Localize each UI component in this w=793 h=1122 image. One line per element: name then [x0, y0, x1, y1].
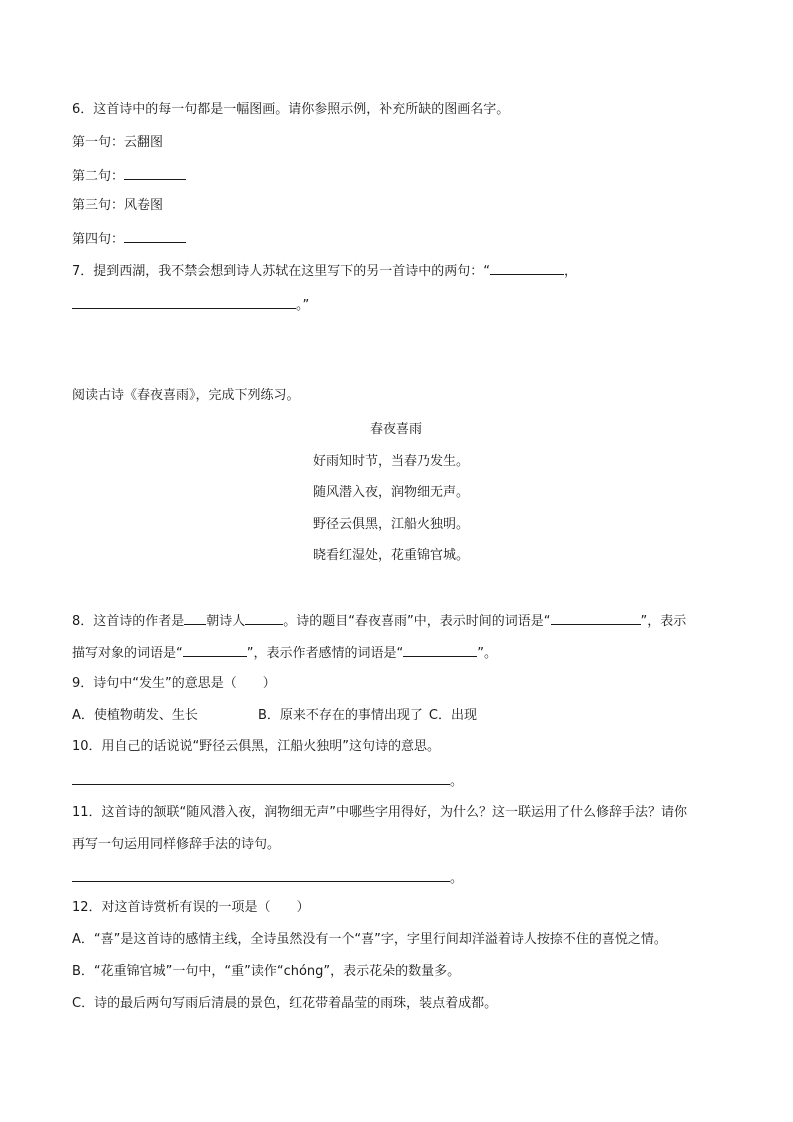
q11-line-1: 11．这首诗的颔联“随风潜入夜，润物细无声”中哪些字用得好，为什么？这一联运用了什么修辞手法？请你: [72, 805, 688, 820]
q6-stem: 6．这首诗中的每一句都是一幅图画。请你参照示例，补充所缺的图画名字。: [72, 102, 510, 117]
q9-options: [72, 708, 477, 724]
q6-item-1-answer: 云翻图: [124, 135, 164, 150]
q12-option-b[interactable]: B．“花重锦官城”一句中，“重”读作“chóng”，表示花朵的数量多。: [72, 964, 461, 979]
q6-item-2: [72, 167, 186, 185]
q7-blank-1[interactable]: [490, 262, 564, 275]
reading-intro: 阅读古诗《春夜喜雨》，完成下列练习。: [72, 388, 300, 403]
q8-text-1: 8．这首诗的作者是: [72, 614, 185, 629]
q6-item-2-label: 第二句：: [72, 169, 125, 184]
q8-blank-object-word[interactable]: [183, 644, 247, 657]
q6-item-1: [72, 135, 163, 151]
q12-stem: 12．对这首诗赏析有误的一项是（ ）: [72, 900, 310, 915]
q8-text-4: ”，表示: [640, 614, 687, 629]
poem-line-2: 随风潜入夜，润物细无声。: [313, 485, 470, 500]
q8-blank-time-word[interactable]: [551, 612, 641, 625]
q7-line-1: [72, 262, 577, 280]
q11-end: 。: [450, 871, 464, 886]
q6-item-3: [72, 198, 163, 214]
q6-item-3-answer: 风卷图: [124, 198, 164, 213]
q6-item-4-blank[interactable]: [124, 230, 186, 243]
poem-line-3: 野径云俱黑，江船火独明。: [313, 517, 470, 532]
q8-blank-dynasty[interactable]: [184, 612, 206, 625]
poem-line-1: 好雨知时节，当春乃发生。: [313, 454, 470, 469]
q6-item-4-label: 第四句：: [72, 232, 125, 247]
q7-blank-2[interactable]: [72, 296, 296, 309]
q6-item-3-label: 第三句：: [72, 198, 125, 213]
q9-option-a[interactable]: A．使植物萌发、生长: [72, 708, 198, 723]
q8-text-5: 描写对象的词语是“: [72, 646, 183, 661]
q11-line-2: 再写一句运用同样修辞手法的诗句。: [72, 837, 281, 852]
q10-end: 。: [450, 774, 464, 789]
poem-line-4: 晓看红湿处，花重锦官城。: [313, 548, 470, 563]
q8-text-7: ”。: [477, 646, 497, 661]
q11-blank[interactable]: [72, 869, 450, 882]
q7-stem: 7．提到西湖，我不禁会想到诗人苏轼在这里写下的另一首诗中的两句：“: [72, 264, 491, 279]
q8-text-2: 朝诗人: [206, 614, 246, 629]
q8-line-1: [72, 612, 686, 630]
q7-mid: ，: [564, 264, 578, 279]
q6-item-4: [72, 230, 186, 248]
q10-blank[interactable]: [72, 772, 450, 785]
q9-option-c[interactable]: C．出现: [428, 708, 477, 723]
q7-end: 。”: [296, 298, 310, 313]
q6-item-2-blank[interactable]: [124, 167, 186, 180]
q9-stem: 9．诗句中“发生”的意思是（ ）: [72, 676, 276, 691]
q8-blank-emotion-word[interactable]: [403, 644, 477, 657]
q8-line-2: [72, 644, 497, 662]
q9-option-b[interactable]: B．原来不存在的事情出现了: [258, 708, 423, 723]
q11-answer-line: [72, 869, 463, 887]
q12-option-a[interactable]: A．“喜”是这首诗的感情主线，全诗虽然没有一个“喜”字，字里行间却洋溢着诗人按捺不住的喜悦之情。: [72, 932, 667, 947]
q6-item-1-label: 第一句：: [72, 135, 125, 150]
q7-line-2: [72, 296, 309, 314]
q8-blank-poet[interactable]: [245, 612, 283, 625]
q10-answer-line: [72, 772, 463, 790]
q8-text-3: 。诗的题目“春夜喜雨”中，表示时间的词语是“: [283, 614, 551, 629]
q8-text-6: ”，表示作者感情的词语是“: [246, 646, 404, 661]
poem-title: 春夜喜雨: [370, 422, 423, 437]
q12-option-c[interactable]: C．诗的最后两句写雨后清晨的景色，红花带着晶莹的雨珠，装点着成都。: [72, 996, 498, 1011]
q10-stem: 10．用自己的话说说“野径云俱黑，江船火独明”这句诗的意思。: [72, 739, 441, 754]
